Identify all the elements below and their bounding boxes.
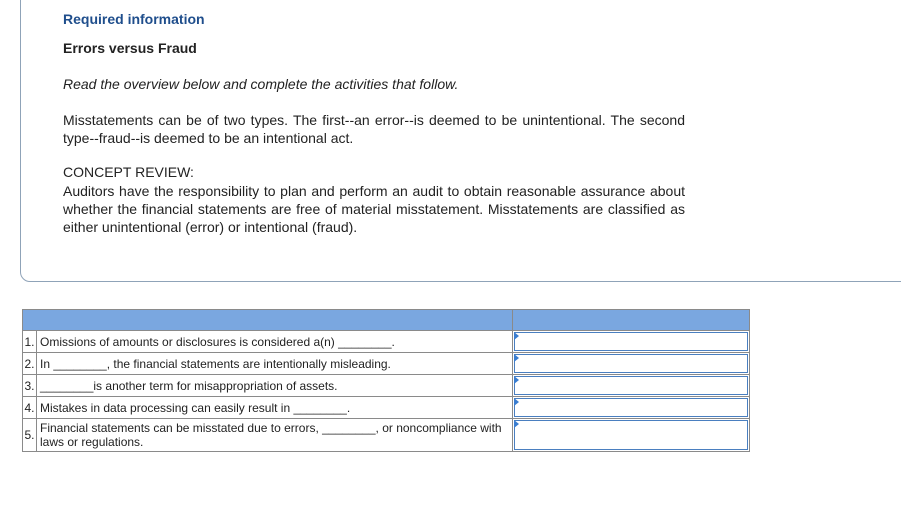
answer-cell xyxy=(513,419,750,452)
dropdown-marker-icon xyxy=(514,354,519,362)
question-number: 2. xyxy=(23,353,37,375)
topic-title: Errors versus Fraud xyxy=(63,40,197,56)
header-cell-question xyxy=(23,310,513,331)
question-text: ________is another term for misappropriation of assets. xyxy=(37,375,513,397)
concept-review-paragraph: Auditors have the responsibility to plan and perform an audit to obtain reasonable assurance about whether the financial statements are free of material misstatement. Misstatements are classified as either unintentional (error) or intentional (fraud). xyxy=(63,183,685,235)
question-text: In ________, the financial statements are intentionally misleading. xyxy=(37,353,513,375)
answer-cell xyxy=(513,375,750,397)
answer-dropdown-5[interactable] xyxy=(514,420,748,450)
question-number: 3. xyxy=(23,375,37,397)
overview-paragraph: Misstatements can be of two types. The first--an error--is deemed to be unintentional. The second type--fraud--is deemed to be an intentional act. xyxy=(63,112,685,146)
answer-dropdown-4[interactable] xyxy=(514,398,748,417)
answer-dropdown-3[interactable] xyxy=(514,376,748,395)
instructions-text: Read the overview below and complete the activities that follow. xyxy=(63,76,459,92)
answer-cell xyxy=(513,331,750,353)
question-text: Omissions of amounts or disclosures is considered a(n) ________. xyxy=(37,331,513,353)
table-header-row xyxy=(23,310,750,331)
dropdown-marker-icon xyxy=(514,332,519,340)
dropdown-marker-icon xyxy=(514,398,519,406)
table-row xyxy=(23,419,750,452)
table-row xyxy=(23,353,750,375)
table-row xyxy=(23,331,750,353)
answer-cell xyxy=(513,397,750,419)
question-number: 4. xyxy=(23,397,37,419)
header-cell-answer xyxy=(513,310,750,331)
question-number: 1. xyxy=(23,331,37,353)
answer-cell xyxy=(513,353,750,375)
table-row xyxy=(23,375,750,397)
question-text: Financial statements can be misstated due to errors, ________, or noncompliance with laws or regulations. xyxy=(37,419,513,452)
table-row xyxy=(23,397,750,419)
concept-review-heading: CONCEPT REVIEW: xyxy=(63,164,194,180)
question-number: 5. xyxy=(23,419,37,452)
answer-dropdown-1[interactable] xyxy=(514,332,748,351)
answer-dropdown-2[interactable] xyxy=(514,354,748,373)
required-info-heading: Required information xyxy=(63,11,205,27)
question-text: Mistakes in data processing can easily result in ________. xyxy=(37,397,513,419)
question-table xyxy=(22,309,750,452)
dropdown-marker-icon xyxy=(514,376,519,384)
dropdown-marker-icon xyxy=(514,420,519,428)
